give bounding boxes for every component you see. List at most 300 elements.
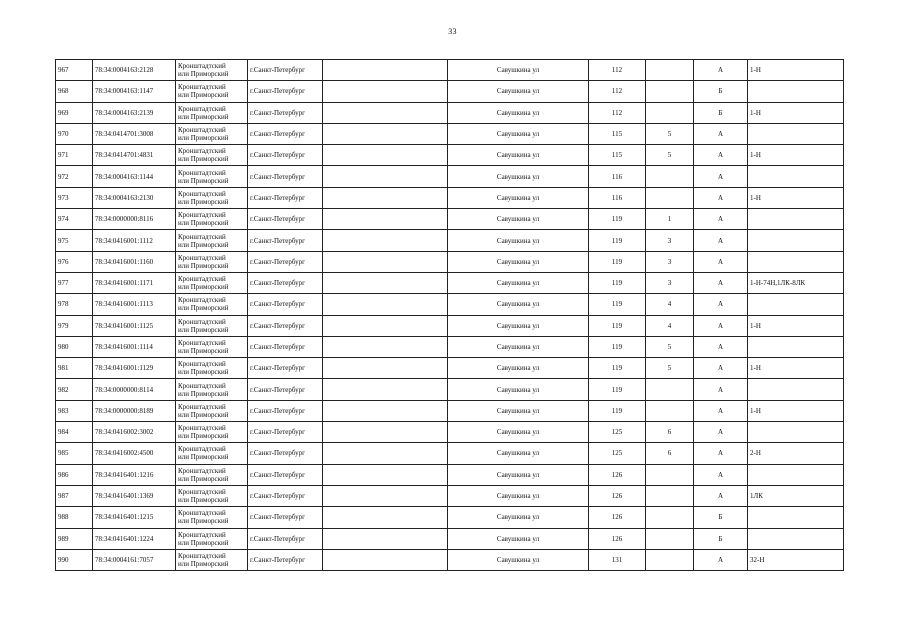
district-line-2: или Приморский <box>178 112 229 121</box>
city: г.Санкт-Петербург <box>248 443 323 464</box>
district-line-1: Кронштадтский <box>178 402 226 411</box>
district-line-1: Кронштадтский <box>178 275 226 284</box>
house-number: 112 <box>589 102 646 123</box>
empty-cell <box>323 379 448 400</box>
district-line-1: Кронштадтский <box>178 509 226 518</box>
empty-cell <box>323 464 448 485</box>
district-line-1: Кронштадтский <box>178 466 226 475</box>
district-line-1: Кронштадтский <box>178 339 226 347</box>
building-number: 4 <box>646 315 694 336</box>
district <box>176 294 248 315</box>
city: г.Санкт-Петербург <box>248 485 323 506</box>
empty-cell <box>323 60 448 81</box>
house-number: 126 <box>589 507 646 528</box>
empty-cell <box>323 400 448 421</box>
row-number: 971 <box>56 145 93 166</box>
table-row <box>56 507 844 528</box>
district-line-2: или Приморский <box>178 410 229 419</box>
district <box>176 272 248 293</box>
table-row <box>56 272 844 293</box>
district-line-1: Кронштадтский <box>178 168 226 177</box>
house-number: 125 <box>589 443 646 464</box>
row-number: 974 <box>56 209 93 230</box>
row-number: 982 <box>56 379 93 400</box>
street: Савушкина ул <box>448 315 589 336</box>
house-number: 119 <box>589 358 646 379</box>
cadastral-number: 78:34:0004163:1144 <box>93 166 176 187</box>
cadastral-number: 78:34:0416401:1369 <box>93 485 176 506</box>
district-line-1: Кронштадтский <box>178 62 226 71</box>
district <box>176 102 248 123</box>
district <box>176 81 248 102</box>
letter: А <box>694 422 748 443</box>
house-number: 119 <box>589 251 646 272</box>
building-number <box>646 187 694 208</box>
street: Савушкина ул <box>448 294 589 315</box>
district <box>176 187 248 208</box>
row-number: 988 <box>56 507 93 528</box>
building-number: 5 <box>646 358 694 379</box>
premises-number: 1-Н <box>748 400 844 421</box>
house-number: 119 <box>589 209 646 230</box>
table-row <box>56 485 844 506</box>
street: Савушкина ул <box>448 123 589 144</box>
table-row <box>56 528 844 549</box>
district-line-2: или Приморский <box>178 474 229 483</box>
row-number: 990 <box>56 549 93 570</box>
street: Савушкина ул <box>448 528 589 549</box>
building-number <box>646 379 694 400</box>
building-number: 3 <box>646 230 694 251</box>
table-row <box>56 251 844 272</box>
row-number: 979 <box>56 315 93 336</box>
city: г.Санкт-Петербург <box>248 230 323 251</box>
district-line-1: Кронштадтский <box>178 488 226 497</box>
district-line-2: или Приморский <box>178 283 229 292</box>
cadastral-number: 78:34:0414701:4831 <box>93 145 176 166</box>
empty-cell <box>323 145 448 166</box>
district <box>176 315 248 336</box>
cadastral-number: 78:34:0000000:8189 <box>93 400 176 421</box>
letter: А <box>694 145 748 166</box>
district <box>176 336 248 357</box>
district <box>176 379 248 400</box>
house-number: 119 <box>589 294 646 315</box>
district <box>176 123 248 144</box>
premises-number: 1-Н <box>748 187 844 208</box>
building-number <box>646 102 694 123</box>
house-number: 119 <box>589 272 646 293</box>
city: г.Санкт-Петербург <box>248 145 323 166</box>
district-line-1: Кронштадтский <box>178 360 226 369</box>
cadastral-number: 78:34:0416001:1129 <box>93 358 176 379</box>
city: г.Санкт-Петербург <box>248 294 323 315</box>
house-number: 116 <box>589 166 646 187</box>
table-row <box>56 336 844 357</box>
house-number: 119 <box>589 315 646 336</box>
street: Савушкина ул <box>448 272 589 293</box>
house-number: 126 <box>589 485 646 506</box>
city: г.Санкт-Петербург <box>248 336 323 357</box>
building-number: 6 <box>646 422 694 443</box>
row-number: 977 <box>56 272 93 293</box>
district-line-2: или Приморский <box>178 538 229 547</box>
district-line-1: Кронштадтский <box>178 232 226 241</box>
district-line-2: или Приморский <box>178 240 229 249</box>
empty-cell <box>323 209 448 230</box>
empty-cell <box>323 422 448 443</box>
letter: Б <box>694 81 748 102</box>
letter: Б <box>694 102 748 123</box>
house-number: 112 <box>589 60 646 81</box>
cadastral-number: 78:34:0416001:1171 <box>93 272 176 293</box>
district-line-2: или Приморский <box>178 389 229 398</box>
row-number: 985 <box>56 443 93 464</box>
street: Савушкина ул <box>448 443 589 464</box>
empty-cell <box>323 443 448 464</box>
cadastral-number: 78:34:0004163:1147 <box>93 81 176 102</box>
letter: А <box>694 209 748 230</box>
district-line-1: Кронштадтский <box>178 83 226 92</box>
row-number: 983 <box>56 400 93 421</box>
city: г.Санкт-Петербург <box>248 166 323 187</box>
house-number: 126 <box>589 528 646 549</box>
district-line-2: или Приморский <box>178 453 229 462</box>
city: г.Санкт-Петербург <box>248 60 323 81</box>
district-line-2: или Приморский <box>178 176 229 185</box>
district <box>176 549 248 570</box>
empty-cell <box>323 272 448 293</box>
building-number <box>646 464 694 485</box>
cadastral-number: 78:34:0416001:1160 <box>93 251 176 272</box>
building-number: 5 <box>646 145 694 166</box>
district-line-1: Кронштадтский <box>178 530 226 539</box>
building-number <box>646 507 694 528</box>
cadastral-number: 78:34:0416401:1216 <box>93 464 176 485</box>
letter: А <box>694 123 748 144</box>
row-number: 976 <box>56 251 93 272</box>
city: г.Санкт-Петербург <box>248 507 323 528</box>
house-number: 119 <box>589 336 646 357</box>
empty-cell <box>323 102 448 123</box>
premises-number <box>748 123 844 144</box>
cadastral-number: 78:34:0416001:1114 <box>93 336 176 357</box>
premises-number <box>748 251 844 272</box>
district-line-2: или Приморский <box>178 517 229 526</box>
district-line-1: Кронштадтский <box>178 551 226 560</box>
district <box>176 422 248 443</box>
district-line-2: или Приморский <box>178 325 229 334</box>
street: Савушкина ул <box>448 379 589 400</box>
cadastral-number: 78:34:0000000:8116 <box>93 209 176 230</box>
street: Савушкина ул <box>448 251 589 272</box>
cadastral-number: 78:34:0000000:8114 <box>93 379 176 400</box>
district <box>176 485 248 506</box>
premises-number <box>748 166 844 187</box>
street: Савушкина ул <box>448 549 589 570</box>
cadastral-number: 78:34:0416002:3002 <box>93 422 176 443</box>
city: г.Санкт-Петербург <box>248 315 323 336</box>
house-number: 112 <box>589 81 646 102</box>
building-number: 3 <box>646 251 694 272</box>
district-line-1: Кронштадтский <box>178 104 226 113</box>
cadastral-number: 78:34:0416001:1113 <box>93 294 176 315</box>
table-row <box>56 81 844 102</box>
row-number: 973 <box>56 187 93 208</box>
street: Савушкина ул <box>448 464 589 485</box>
district-line-1: Кронштадтский <box>178 381 226 390</box>
letter: А <box>694 315 748 336</box>
street: Савушкина ул <box>448 507 589 528</box>
building-number: 5 <box>646 336 694 357</box>
empty-cell <box>323 358 448 379</box>
table-row <box>56 400 844 421</box>
district <box>176 507 248 528</box>
premises-number <box>748 464 844 485</box>
house-number: 131 <box>589 549 646 570</box>
district-line-2: или Приморский <box>178 496 229 505</box>
district <box>176 145 248 166</box>
district-line-1: Кронштадтский <box>178 189 226 198</box>
premises-number <box>748 209 844 230</box>
empty-cell <box>323 81 448 102</box>
building-number: 3 <box>646 272 694 293</box>
premises-number: 1-Н <box>748 145 844 166</box>
empty-cell <box>323 528 448 549</box>
row-number: 969 <box>56 102 93 123</box>
table-row <box>56 315 844 336</box>
city: г.Санкт-Петербург <box>248 251 323 272</box>
letter: А <box>694 549 748 570</box>
district <box>176 230 248 251</box>
building-number: 5 <box>646 123 694 144</box>
premises-number: 1-Н <box>748 358 844 379</box>
building-number: 6 <box>646 443 694 464</box>
building-number <box>646 485 694 506</box>
letter: А <box>694 230 748 251</box>
premises-number <box>748 230 844 251</box>
city: г.Санкт-Петербург <box>248 549 323 570</box>
cadastral-number: 78:34:0416001:1125 <box>93 315 176 336</box>
letter: А <box>694 294 748 315</box>
city: г.Санкт-Петербург <box>248 187 323 208</box>
city: г.Санкт-Петербург <box>248 81 323 102</box>
empty-cell <box>323 336 448 357</box>
building-number <box>646 166 694 187</box>
row-number: 970 <box>56 123 93 144</box>
city: г.Санкт-Петербург <box>248 102 323 123</box>
letter: А <box>694 400 748 421</box>
cadastral-number: 78:34:0416002:4500 <box>93 443 176 464</box>
building-number <box>646 81 694 102</box>
street: Савушкина ул <box>448 102 589 123</box>
house-number: 115 <box>589 145 646 166</box>
city: г.Санкт-Петербург <box>248 272 323 293</box>
empty-cell <box>323 251 448 272</box>
premises-number <box>748 294 844 315</box>
table-row <box>56 379 844 400</box>
building-number <box>646 549 694 570</box>
city: г.Санкт-Петербург <box>248 400 323 421</box>
letter: Б <box>694 507 748 528</box>
letter: Б <box>694 528 748 549</box>
district <box>176 400 248 421</box>
cadastral-number: 78:34:0004161:7057 <box>93 549 176 570</box>
row-number: 987 <box>56 485 93 506</box>
empty-cell <box>323 294 448 315</box>
house-number: 119 <box>589 400 646 421</box>
table-row <box>56 166 844 187</box>
district-line-1: Кронштадтский <box>178 317 226 326</box>
premises-number: 1ЛК <box>748 485 844 506</box>
row-number: 981 <box>56 358 93 379</box>
table-row <box>56 187 844 208</box>
street: Савушкина ул <box>448 166 589 187</box>
row-number: 980 <box>56 336 93 357</box>
street: Савушкина ул <box>448 358 589 379</box>
district-line-1: Кронштадтский <box>178 147 226 156</box>
empty-cell <box>323 507 448 528</box>
district <box>176 464 248 485</box>
district <box>176 60 248 81</box>
district-line-1: Кронштадтский <box>178 296 226 305</box>
cadastral-number: 78:34:0004163:2139 <box>93 102 176 123</box>
street: Савушкина ул <box>448 209 589 230</box>
table-row <box>56 443 844 464</box>
city: г.Санкт-Петербург <box>248 422 323 443</box>
row-number: 972 <box>56 166 93 187</box>
premises-number <box>748 507 844 528</box>
premises-number <box>748 379 844 400</box>
row-number: 975 <box>56 230 93 251</box>
district <box>176 528 248 549</box>
premises-number: 1-Н <box>748 60 844 81</box>
cadastral-number: 78:34:0414701:3008 <box>93 123 176 144</box>
street: Савушкина ул <box>448 400 589 421</box>
district-line-2: или Приморский <box>178 261 229 270</box>
building-number <box>646 60 694 81</box>
premises-number <box>748 81 844 102</box>
table-row <box>56 230 844 251</box>
empty-cell <box>323 549 448 570</box>
table-row <box>56 464 844 485</box>
street: Савушкина ул <box>448 60 589 81</box>
district-line-1: Кронштадтский <box>178 126 226 135</box>
page-number: 33 <box>448 27 457 36</box>
cadastral-number: 78:34:0004163:2130 <box>93 187 176 208</box>
premises-number: 1-Н <box>748 315 844 336</box>
district-line-2: или Приморский <box>178 134 229 143</box>
district-line-2: или Приморский <box>178 219 229 228</box>
district-line-2: или Приморский <box>178 155 229 164</box>
row-number: 978 <box>56 294 93 315</box>
district-line-1: Кронштадтский <box>178 211 226 220</box>
empty-cell <box>323 485 448 506</box>
letter: А <box>694 272 748 293</box>
street: Савушкина ул <box>448 81 589 102</box>
district-line-2: или Приморский <box>178 70 229 79</box>
table-body <box>56 60 844 571</box>
premises-number: 2-Н <box>748 443 844 464</box>
table-row <box>56 145 844 166</box>
district <box>176 251 248 272</box>
street: Савушкина ул <box>448 422 589 443</box>
city: г.Санкт-Петербург <box>248 379 323 400</box>
table-row <box>56 209 844 230</box>
building-number: 1 <box>646 209 694 230</box>
letter: А <box>694 443 748 464</box>
district <box>176 358 248 379</box>
premises-number <box>748 422 844 443</box>
empty-cell <box>323 123 448 144</box>
building-number: 4 <box>646 294 694 315</box>
building-number <box>646 528 694 549</box>
city: г.Санкт-Петербург <box>248 209 323 230</box>
district-line-2: или Приморский <box>178 91 229 100</box>
house-number: 126 <box>589 464 646 485</box>
house-number: 116 <box>589 187 646 208</box>
letter: А <box>694 166 748 187</box>
district-line-2: или Приморский <box>178 197 229 206</box>
property-registry-table <box>55 59 844 571</box>
district-line-2: или Приморский <box>178 304 229 313</box>
house-number: 119 <box>589 230 646 251</box>
building-number <box>646 400 694 421</box>
house-number: 115 <box>589 123 646 144</box>
district <box>176 209 248 230</box>
table-row <box>56 549 844 570</box>
row-number: 984 <box>56 422 93 443</box>
district-line-2: или Приморский <box>178 368 229 377</box>
premises-number <box>748 528 844 549</box>
district-line-2: или Приморский <box>178 432 229 441</box>
table-row <box>56 422 844 443</box>
premises-number <box>748 336 844 357</box>
table-row <box>56 123 844 144</box>
row-number: 989 <box>56 528 93 549</box>
table-row <box>56 358 844 379</box>
letter: А <box>694 336 748 357</box>
house-number: 119 <box>589 379 646 400</box>
row-number: 967 <box>56 60 93 81</box>
empty-cell <box>323 315 448 336</box>
district-line-2: или Приморский <box>178 347 229 355</box>
city: г.Санкт-Петербург <box>248 464 323 485</box>
street: Савушкина ул <box>448 336 589 357</box>
district-line-2: или Приморский <box>178 559 229 568</box>
empty-cell <box>323 166 448 187</box>
table-row <box>56 102 844 123</box>
letter: А <box>694 485 748 506</box>
letter: А <box>694 464 748 485</box>
premises-number: 1-Н <box>748 102 844 123</box>
row-number: 968 <box>56 81 93 102</box>
premises-number: 1-Н-74Н,1ЛК-8ЛК <box>748 272 844 293</box>
letter: А <box>694 379 748 400</box>
district <box>176 443 248 464</box>
letter: А <box>694 187 748 208</box>
house-number: 125 <box>589 422 646 443</box>
district-line-1: Кронштадтский <box>178 253 226 262</box>
letter: А <box>694 358 748 379</box>
street: Савушкина ул <box>448 145 589 166</box>
district-line-1: Кронштадтский <box>178 445 226 454</box>
empty-cell <box>323 187 448 208</box>
letter: А <box>694 60 748 81</box>
street: Савушкина ул <box>448 187 589 208</box>
city: г.Санкт-Петербург <box>248 528 323 549</box>
district-line-1: Кронштадтский <box>178 424 226 433</box>
